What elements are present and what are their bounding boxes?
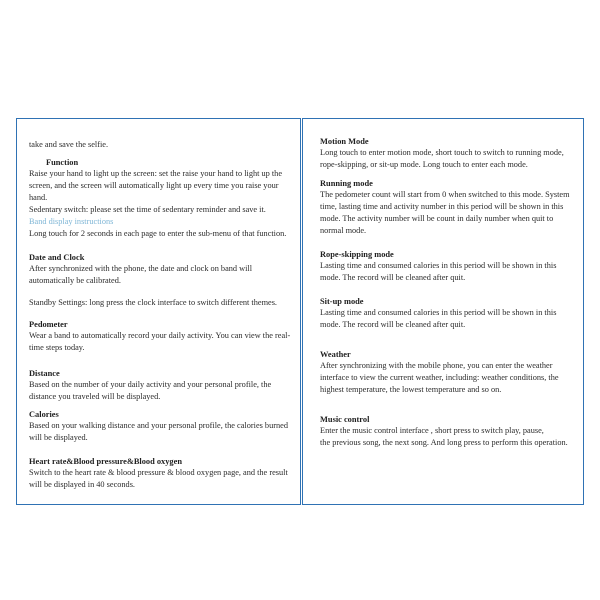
long-touch-text: Long touch for 2 seconds in each page to enter the sub-menu of that function. [29,229,287,238]
weather-heading: Weather [320,350,351,359]
heart-rate-text: Switch to the heart rate & blood pressure & blood oxygen page, and the result will be displayed in 40 seconds. [29,468,288,489]
pedometer-heading: Pedometer [29,320,68,329]
music-control-text-1: Enter the music control interface , short press to switch play, pause, [320,426,544,435]
sit-up-heading: Sit-up mode [320,297,364,306]
weather-text: After synchronizing with the mobile phone, you can enter the weather interface to view the current weather, including: weather conditions, the highest temperature, the lowest temperature and so on. [320,361,559,394]
left-page-column [16,118,301,505]
date-clock-heading: Date and Clock [29,253,85,262]
running-mode-heading: Running mode [320,179,373,188]
motion-mode-heading: Motion Mode [320,137,369,146]
music-control-text-2: the previous song, the next song. And long press to perform this operation. [320,438,568,447]
rope-skipping-heading: Rope-skipping mode [320,250,394,259]
standby-text: Standby Settings: long press the clock interface to switch different themes. [29,298,278,307]
function-text: Raise your hand to light up the screen: set the raise your hand to light up the screen, and the screen will automatically light up every time you raise your hand. [29,169,282,202]
motion-mode-text: Long touch to enter motion mode, short touch to switch to running mode, rope-skipping, or sit-up mode. Long touch to enter each mode. [320,148,564,169]
date-clock-text: After synchronized with the phone, the date and clock on band will automatically be calibrated. [29,264,253,285]
music-control-heading: Music control [320,415,370,424]
intro-text: take and save the selfie. [29,140,109,149]
calories-heading: Calories [29,410,59,419]
sit-up-text: Lasting time and consumed calories in this period will be shown in this mode. The record will be cleaned after quit. [320,308,557,329]
manual-spread [16,118,584,505]
pedometer-text: Wear a band to automatically record your daily activity. You can view the real-time steps today. [29,331,291,352]
band-display-link[interactable]: Band display instructions [29,217,114,226]
distance-text: Based on the number of your daily activity and your personal profile, the distance you traveled will be displayed. [29,380,272,401]
sedentary-text: Sedentary switch: please set the time of sedentary reminder and save it. [29,205,266,214]
right-page-column [302,118,584,505]
rope-skipping-text: Lasting time and consumed calories in this period will be shown in this mode. The record will be cleaned after quit. [320,261,557,282]
distance-heading: Distance [29,369,60,378]
function-heading: Function [46,158,79,167]
calories-text: Based on your walking distance and your personal profile, the calories burned will be displayed. [29,421,288,442]
heart-rate-heading: Heart rate&Blood pressure&Blood oxygen [29,457,182,466]
running-mode-text: The pedometer count will start from 0 when switched to this mode. System time, lasting time and activity number in this period will be shown in this mode. The activity number will be count in daily number when quit to normal mode. [320,190,570,235]
